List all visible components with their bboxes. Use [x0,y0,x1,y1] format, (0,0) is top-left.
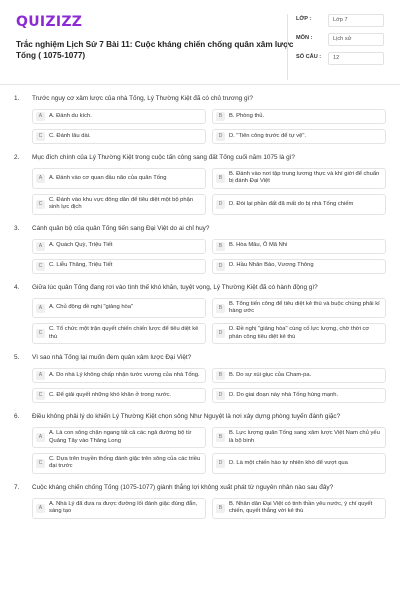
option-letter-badge: A [36,304,45,313]
meta-panel [287,14,384,80]
answer-option[interactable] [32,109,206,124]
answer-option[interactable] [32,453,206,474]
option-text: D. Hầu Nhân Bảo, Vương Thông [229,262,314,269]
question-text: Cuộc kháng chiến chống Tống (1075-1077) giành thắng lợi không xuất phát từ nguyên nhân nào sau đây? [32,483,334,491]
meta-subject-label: MÔN : [296,35,313,41]
option-text: B. Phòng thủ. [229,112,265,119]
answer-option[interactable] [32,388,206,403]
header-divider [0,84,400,85]
question-item [14,284,386,345]
option-text: D. Đòi lại phần đất đã mất do bị nhà Tống chiếm [229,200,354,207]
question-text: Giữa lúc quân Tống đang rơi vào tình thế khó khăn, tuyệt vọng, Lý Thường Kiệt đã có hành động gì? [32,283,318,291]
question-header [14,284,386,292]
option-letter-badge: B [216,174,225,183]
option-text: B. Lực lượng quân Tống sang xâm lược Việt Nam chủ yếu là bộ binh [229,430,380,444]
answer-options [32,168,386,215]
answer-option[interactable] [212,259,386,274]
option-text: D. Do giai đoạn này nhà Tống hùng mạnh. [229,392,339,399]
option-text: D. Là một chiến hào tự nhiên khó để vượt qua [229,459,348,466]
question-item [14,413,386,474]
option-letter-badge: B [216,371,225,380]
option-text: A. Là con sông chặn ngang tất cả các ngả đường bộ từ Quảng Tây vào Thăng Long [49,430,192,444]
meta-count-value: 12 [328,52,384,65]
option-letter-badge: B [216,242,225,251]
page-title: Trắc nghiệm Lịch Sử 7 Bài 11: Cuộc kháng chiến chống quân xâm lược Tống ( 1075-1077) [16,40,294,60]
question-header [14,154,386,162]
option-letter-badge: A [36,504,45,513]
meta-class-value: Lớp 7 [328,14,384,27]
option-text: B. Hòa Mâu, Ô Mã Nhi [229,242,288,249]
question-item [14,354,386,403]
option-text: B. Tổng tiến công để tiêu diệt kẻ thù và buộc chúng phải kí hàng ước [229,300,380,315]
option-letter-badge: A [36,112,45,121]
answer-option[interactable] [32,427,206,448]
option-text: B. Đánh vào nơi tập trung lương thực và khí giới để chuẩn bị đánh Đại Việt [229,171,380,185]
meta-count-label: SỐ CÂU : [296,54,322,60]
question-text: Điều không phải lý do khiến Lý Thường Kiệt chọn sông Như Nguyệt là nơi xây dựng phòng tuyến đánh giặc? [32,413,341,421]
question-list [14,95,386,519]
question-item [14,154,386,215]
option-text: A. Đánh vào cơ quan đầu não của quân Tống [49,174,167,181]
option-letter-badge: C [36,329,45,338]
option-text: C. Đánh lâu dài. [49,132,91,139]
answer-option[interactable] [32,323,206,344]
question-item [14,95,386,144]
option-text: C. Tổ chức một trận quyết chiến chiến lược để tiêu diệt kẻ thù [49,326,199,340]
answer-option[interactable] [212,388,386,403]
option-text: B. Do sự xúi giục của Cham-pa. [229,372,312,379]
question-number: 5. [14,354,20,362]
option-letter-badge: C [36,132,45,141]
meta-class-label: LỚP : [296,16,312,22]
question-number: 1. [14,95,20,102]
answer-option[interactable] [32,298,206,319]
option-letter-badge: B [216,433,225,442]
answer-option[interactable] [212,453,386,474]
option-letter-badge: B [216,112,225,121]
question-number: 6. [14,413,20,421]
quizizz-logo: QUIZIZZ [16,14,83,30]
option-text: C. Dựa trên truyền thống đánh giặc trên sông của các triều đại trước [49,456,201,470]
option-letter-badge: D [216,459,225,468]
option-letter-badge: D [216,391,225,400]
option-letter-badge: D [216,262,225,271]
option-letter-badge: D [216,200,225,209]
answer-option[interactable] [32,259,206,274]
question-text: Mục đích chính của Lý Thường Kiệt trong cuộc tấn công sang đất Tống cuối năm 1075 là gì? [32,154,295,161]
answer-option[interactable] [32,168,206,189]
answer-option[interactable] [212,239,386,254]
answer-options [32,498,386,519]
answer-option[interactable] [212,109,386,124]
answer-options [32,109,386,144]
option-text: C. Để giải quyết những khó khăn ở trong nước. [49,392,172,399]
question-item [14,484,386,519]
question-header [14,354,386,362]
meta-class-row [296,14,384,27]
meta-subject-value: Lịch sử [328,33,384,46]
option-text: A. Do nhà Lý không chấp nhận tước vương của nhà Tống. [49,372,200,379]
question-number: 7. [14,483,20,491]
answer-option[interactable] [212,427,386,448]
answer-option[interactable] [212,368,386,383]
answer-options [32,239,386,274]
question-header [14,413,386,421]
question-text: Cánh quân bộ của quân Tống tiến sang Đại Việt do ai chỉ huy? [32,224,210,232]
option-letter-badge: D [216,132,225,141]
option-letter-badge: B [216,504,225,513]
option-letter-badge: B [216,304,225,313]
answer-option[interactable] [32,129,206,144]
answer-option[interactable] [212,498,386,519]
question-header [14,225,386,233]
option-text: C. Liễu Thăng, Triệu Tiết [49,262,113,269]
option-text: C. Đánh vào khu vực đông dân để tiêu diệt một bộ phận sinh lực địch [49,196,194,211]
worksheet-header [14,10,386,84]
option-text: A. Chủ động đề nghị "giảng hòa" [49,304,134,311]
answer-option[interactable] [212,298,386,319]
option-text: D. "Tiên công trước để tự vệ". [229,132,307,139]
option-letter-badge: C [36,262,45,271]
option-letter-badge: A [36,371,45,380]
option-letter-badge: C [36,200,45,209]
answer-option[interactable] [212,194,386,215]
option-text: D. Đề nghị "giảng hòa" cùng cố lực lượng, chờ thời cơ phản công tiêu diệt kẻ thù [229,326,370,340]
question-text: Trước nguy cơ xâm lược của nhà Tống, Lý Thường Kiệt đã có chủ trương gì? [32,95,253,102]
question-header [14,95,386,103]
meta-subject-row [296,33,384,46]
answer-option[interactable] [212,129,386,144]
answer-option[interactable] [32,239,206,254]
answer-options [32,427,386,474]
option-letter-badge: A [36,433,45,442]
question-item [14,225,386,274]
answer-option[interactable] [32,498,206,519]
answer-options [32,368,386,403]
option-letter-badge: C [36,391,45,400]
question-header [14,484,386,492]
question-number: 4. [14,283,20,291]
answer-option[interactable] [32,194,206,215]
answer-option[interactable] [212,168,386,189]
answer-option[interactable] [32,368,206,383]
option-letter-badge: C [36,459,45,468]
question-number: 2. [14,154,20,161]
answer-option[interactable] [212,323,386,344]
option-letter-badge: D [216,329,225,338]
option-letter-badge: A [36,174,45,183]
meta-count-row [296,52,384,65]
option-text: A. Đánh du kích. [49,112,92,119]
option-letter-badge: A [36,242,45,251]
question-text: Vì sao nhà Tống lại muốn đem quân xâm lược Đại Việt? [32,354,192,362]
question-number: 3. [14,224,20,232]
option-text: A. Quách Quỳ, Triệu Tiết [49,242,113,249]
option-text: B. Nhân dân Đại Việt có tinh thần yêu nước, ý chí quyết chiến, quyết thắng với kẻ thù [229,500,373,515]
option-text: A. Nhà Lý đã đưa ra được đường lối đánh giặc đúng đắn, sáng tạo [49,500,198,515]
answer-options [32,298,386,345]
